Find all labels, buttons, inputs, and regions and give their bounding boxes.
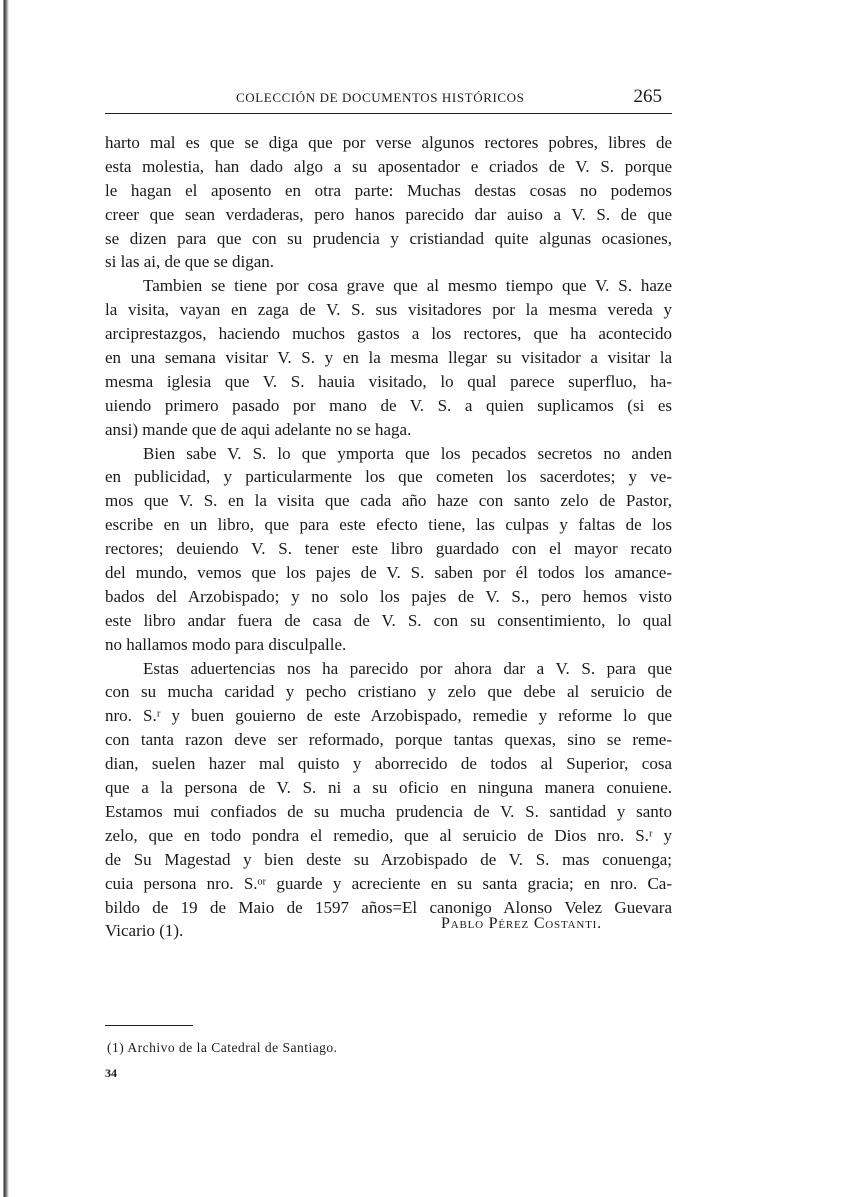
footnote: (1) Archivo de la Catedral de Santiago. [107,1040,338,1055]
page-number: 265 [633,86,662,107]
running-title: COLECCIÓN DE DOCUMENTOS HISTÓRICOS [236,90,525,105]
paragraph [105,657,672,944]
text-line: nro. S.ʳ y buen gouierno de este Arzobispado, remedie y reforme lo que [105,706,672,726]
text-line: la visita, vayan en zaga de V. S. sus visitadores por la mesma vereda y [105,300,672,320]
paragraph [105,442,672,657]
text-line: se dizen para que con su prudencia y cristiandad quite algunas ocasiones, [105,228,672,248]
paragraph [105,131,672,274]
text-line: Estamos mui confiados de su mucha prudencia de V. S. santidad y santo [105,801,672,821]
text-line: no hallamos modo para disculpalle. [105,634,347,654]
text-line: Vicario (1). [105,921,184,941]
body-text [105,131,672,943]
text-line: del mundo, vemos que los pajes de V. S. saben por él todos los amance- [105,563,672,583]
text-line: con tanta razon deve ser reformado, porque tantas quexas, sino se reme- [105,730,672,750]
text-line: bildo de 19 de Maio de 1597 años=El canonigo Alonso Velez Guevara [105,897,672,917]
footnote-rule [105,1025,193,1026]
text-line: le hagan el aposento en otra parte: Muchas destas cosas no podemos [105,180,672,200]
text-line: mesma iglesia que V. S. hauia visitado, lo qual parece superfluo, ha- [105,371,672,391]
text-line: con su mucha caridad y pecho cristiano y zelo que debe al seruicio de [105,682,672,702]
text-line: que a la persona de V. S. ni a su oficio en ninguna manera conuiene. [105,778,672,798]
text-line: harto mal es que se diga que por verse algunos rectores pobres, libres de [105,133,672,152]
text-line: dian, suelen hazer mal quisto y aborrecido de todos al Superior, cosa [105,754,672,774]
text-line: cuia persona nro. S.ᵒʳ guarde y acreciente en su santa gracia; en nro. Ca- [105,873,672,893]
scan-edge [0,0,9,1197]
text-line: ansi) mande que de aqui adelante no se haga. [105,419,412,439]
text-line: arciprestazgos, haciendo muchos gastos a los rectores, que ha acontecido [105,324,672,344]
author-signature: Pablo Pérez Costanti. [441,915,602,932]
paragraph [105,274,672,441]
running-header [105,88,672,110]
header-rule [105,113,672,114]
text-line: escribe en un libro, que para este efecto tiene, las culpas y faltas de los [105,515,672,535]
text-line: bados del Arzobispado; y no solo los pajes de V. S., pero hemos visto [105,586,672,606]
text-line: este libro andar fuera de casa de V. S. con su consentimiento, lo qual [105,610,672,630]
text-line: uiendo primero pasado por mano de V. S. a quien suplicamos (si es [105,395,672,415]
text-line: Bien sabe V. S. lo que ymporta que los pecados secretos no anden [143,443,672,463]
text-line: de Su Magestad y bien deste su Arzobispado de V. S. mas conuenga; [105,849,672,869]
text-line: esta molestia, han dado algo a su aposentador e criados de V. S. porque [105,156,672,176]
text-line: en una semana visitar V. S. y en la mesma llegar su visitador a visitar la [105,348,672,368]
text-line: rectores; deuiendo V. S. tener este libro guardado con el mayor recato [105,539,672,559]
printer-signature-mark: 34 [105,1066,117,1080]
text-line: Tambien se tiene por cosa grave que al mesmo tiempo que V. S. haze [143,276,672,296]
text-line: creer que sean verdaderas, pero hanos parecido dar auiso a V. S. de que [105,204,672,224]
text-line: Estas aduertencias nos ha parecido por ahora dar a V. S. para que [143,658,672,678]
text-line: si las ai, de que se digan. [105,252,275,272]
text-line: mos que V. S. en la visita que cada año haze con santo zelo de Pastor, [105,491,672,511]
text-line: en publicidad, y particularmente los que cometen los sacerdotes; y ve- [105,467,672,487]
text-line: zelo, que en todo pondra el remedio, que al seruicio de Dios nro. S.ʳ y [105,825,672,845]
